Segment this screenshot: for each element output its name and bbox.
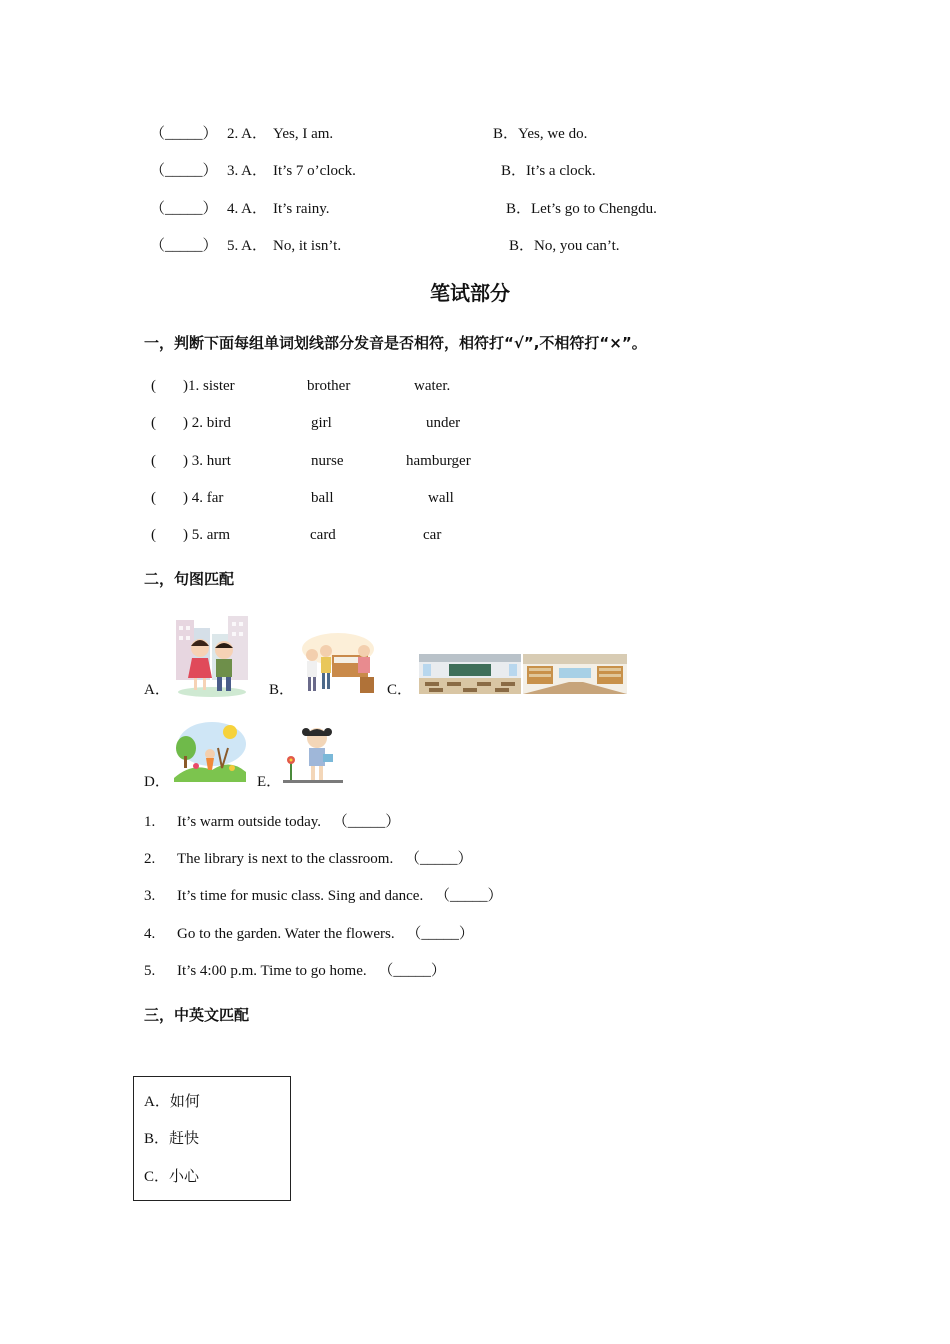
paren: ( bbox=[151, 378, 156, 394]
option-b: B．It’s a clock. bbox=[501, 163, 596, 179]
paren: ( bbox=[151, 490, 156, 506]
answer-blank[interactable]: （_____） bbox=[404, 851, 473, 867]
option-a: No, it isn’t. bbox=[273, 238, 342, 254]
option-item: B．赶快 bbox=[144, 1131, 200, 1147]
answer-blank[interactable]: （_____） bbox=[150, 201, 218, 217]
sentence-text: The library is next to the classroom. （_____） bbox=[177, 851, 473, 867]
sentence-text: It’s 4:00 p.m. Time to go home. （_____） bbox=[177, 963, 446, 979]
sentence-number: 3. bbox=[144, 888, 156, 904]
sentence-text: It’s time for music class. Sing and dance. （_____） bbox=[177, 888, 503, 904]
option-a: Yes, I am. bbox=[273, 126, 334, 142]
answer-blank[interactable]: （_____） bbox=[434, 888, 503, 904]
answer-blank[interactable]: （_____） bbox=[332, 814, 401, 830]
option-item: A．如何 bbox=[144, 1094, 200, 1110]
answer-blank[interactable]: （_____） bbox=[150, 238, 218, 254]
answer-blank[interactable]: （_____） bbox=[150, 126, 218, 142]
word-2: brother bbox=[307, 378, 351, 394]
option-b: B．Yes, we do. bbox=[493, 126, 588, 142]
picture-label-e: E． bbox=[257, 774, 282, 790]
word-3: wall bbox=[428, 490, 454, 506]
word-2: card bbox=[310, 527, 336, 543]
word-1: )1. sister bbox=[183, 378, 235, 394]
picture-label-d: D． bbox=[144, 774, 170, 790]
paren: ( bbox=[151, 453, 156, 469]
question-number: 5. A． bbox=[227, 238, 268, 254]
word-3: hamburger bbox=[406, 453, 471, 469]
word-1: ) 3. hurt bbox=[183, 453, 231, 469]
word-3: car bbox=[423, 527, 442, 543]
page-title: 笔试部分 bbox=[430, 281, 510, 305]
sentence-number: 4. bbox=[144, 926, 156, 942]
answer-blank[interactable]: （_____） bbox=[406, 926, 474, 942]
picture-b-music-class-image bbox=[298, 629, 380, 697]
word-1: ) 2. bird bbox=[183, 415, 231, 431]
word-3: under bbox=[426, 415, 461, 431]
sentence-number: 5. bbox=[144, 963, 156, 979]
picture-e-watering-flowers-image bbox=[283, 722, 343, 786]
option-b: B．No, you can’t. bbox=[509, 238, 620, 254]
answer-blank[interactable]: （_____） bbox=[378, 963, 446, 979]
answer-blank[interactable]: （_____） bbox=[150, 163, 218, 179]
paren: ( bbox=[151, 415, 156, 431]
sentence-text: It’s warm outside today. （_____） bbox=[177, 814, 401, 830]
question-number: 4. A． bbox=[227, 201, 268, 217]
word-2: ball bbox=[311, 490, 334, 506]
picture-label-c: C． bbox=[387, 682, 413, 698]
word-1: ) 4. far bbox=[183, 490, 224, 506]
section-heading: 二，句图匹配 bbox=[144, 570, 235, 588]
sentence-number: 1. bbox=[144, 814, 156, 830]
picture-label-a: A． bbox=[144, 682, 170, 698]
sentence-number: 2. bbox=[144, 851, 156, 867]
question-number: 3. A． bbox=[227, 163, 268, 179]
section-heading: 三，中英文匹配 bbox=[144, 1006, 250, 1024]
picture-a-children-image bbox=[172, 614, 252, 698]
option-item: C．小心 bbox=[144, 1169, 200, 1185]
picture-c-classroom-library-image bbox=[419, 654, 627, 694]
question-number: 2. A． bbox=[227, 126, 268, 142]
word-2: nurse bbox=[311, 453, 344, 469]
section-heading: 一，判断下面每组单词划线部分发音是否相符，相符打“√”,不相符打“×”。 bbox=[144, 334, 647, 352]
option-a: It’s rainy. bbox=[273, 201, 330, 217]
picture-d-outdoor-image bbox=[172, 718, 246, 782]
paren: ( bbox=[151, 527, 156, 543]
picture-label-b: B． bbox=[269, 682, 295, 698]
option-a: It’s 7 o’clock. bbox=[273, 163, 356, 179]
word-1: ) 5. arm bbox=[183, 527, 231, 543]
sentence-text: Go to the garden. Water the flowers. （_____） bbox=[177, 926, 474, 942]
option-b: B．Let’s go to Chengdu. bbox=[506, 201, 657, 217]
word-3: water. bbox=[414, 378, 451, 394]
word-2: girl bbox=[311, 415, 332, 431]
